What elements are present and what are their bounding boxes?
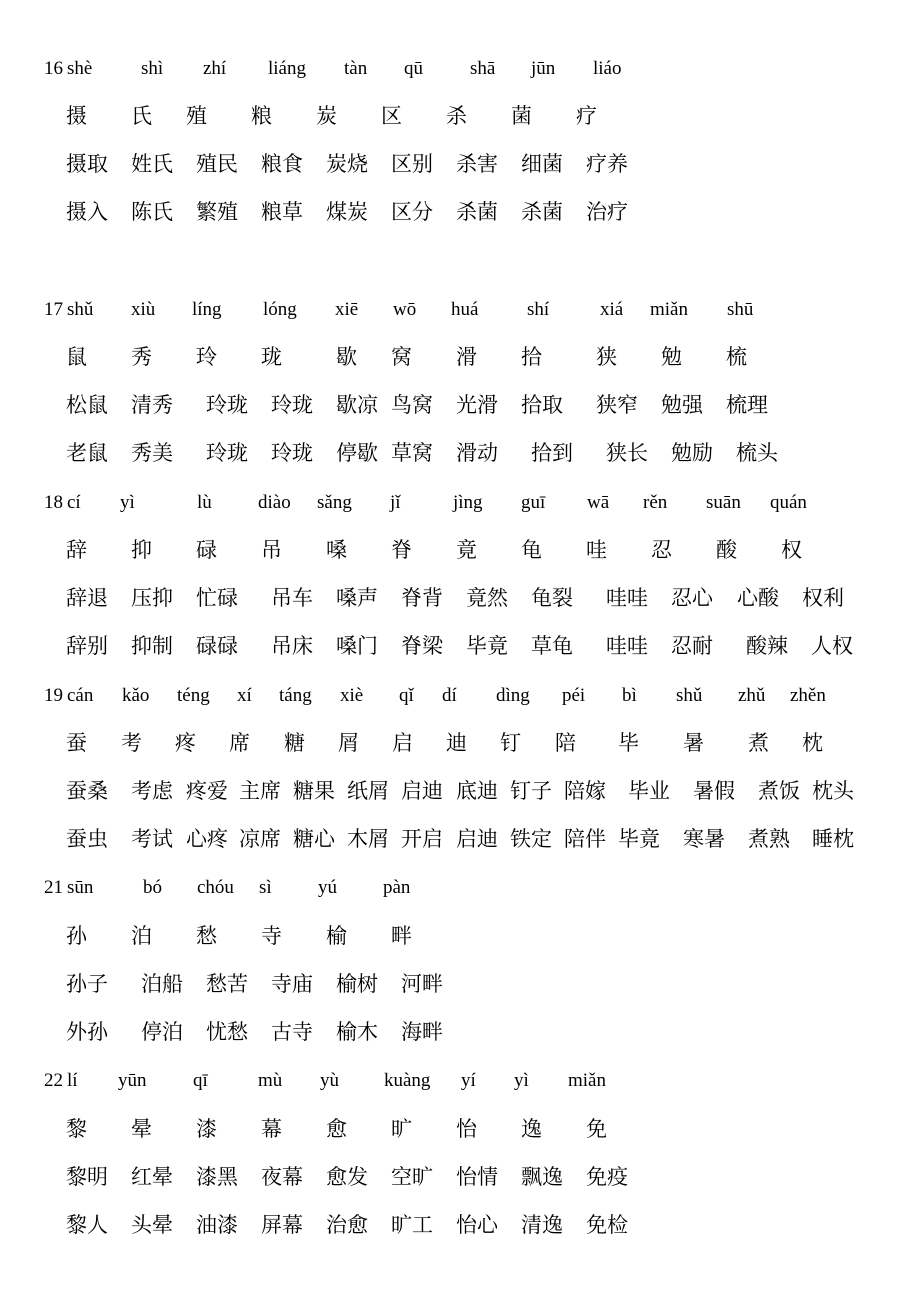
character: 菌 — [511, 104, 532, 128]
pinyin: miǎn — [568, 1070, 606, 1091]
pinyin: guī — [521, 492, 546, 513]
word: 黎人 — [66, 1213, 108, 1237]
word: 哇哇 — [606, 634, 648, 658]
character: 席 — [229, 731, 250, 755]
word: 吊车 — [271, 586, 313, 610]
character: 氏 — [131, 104, 152, 128]
word: 玲珑 — [271, 393, 313, 417]
word: 暑假 — [693, 779, 735, 803]
word: 抑制 — [131, 634, 173, 658]
pinyin: kuàng — [384, 1070, 431, 1091]
pinyin: liáo — [593, 58, 622, 79]
pinyin: táng — [279, 685, 312, 706]
character: 枕 — [802, 731, 823, 755]
word: 飘逸 — [521, 1165, 563, 1189]
character: 区 — [381, 104, 402, 128]
pinyin: chóu — [197, 877, 234, 898]
word: 蚕桑 — [66, 779, 108, 803]
pinyin: quán — [770, 492, 807, 513]
pinyin: yūn — [118, 1070, 147, 1091]
pinyin: sūn — [67, 877, 94, 898]
pinyin: shū — [727, 299, 754, 320]
word: 毕业 — [628, 779, 670, 803]
pinyin: shè — [67, 58, 93, 79]
word: 头晕 — [131, 1213, 173, 1237]
character: 疗 — [576, 104, 597, 128]
pinyin: lù — [197, 492, 212, 513]
pinyin: shā — [470, 58, 496, 79]
word: 红晕 — [131, 1165, 173, 1189]
word: 区别 — [391, 152, 433, 176]
pinyin: qū — [404, 58, 423, 79]
pinyin: rěn — [643, 492, 668, 513]
pinyin: wā — [587, 492, 610, 513]
word: 考虑 — [131, 779, 173, 803]
word: 愈发 — [326, 1165, 368, 1189]
character: 屑 — [338, 731, 359, 755]
character: 抑 — [131, 538, 152, 562]
word: 铁定 — [510, 827, 552, 851]
word: 夜幕 — [261, 1165, 303, 1189]
word: 煮熟 — [748, 827, 790, 851]
word: 疗养 — [586, 152, 628, 176]
word: 拾取 — [521, 393, 563, 417]
pinyin: kǎo — [122, 685, 150, 706]
word: 孙子 — [66, 972, 108, 996]
character: 免 — [586, 1117, 607, 1141]
word: 泊船 — [141, 972, 183, 996]
pinyin: zhěn — [790, 685, 826, 706]
character: 脊 — [391, 538, 412, 562]
character: 窝 — [391, 345, 412, 369]
pinyin: miǎn — [650, 299, 688, 320]
character: 炭 — [316, 104, 337, 128]
pinyin: dí — [442, 685, 457, 706]
pinyin: zhí — [203, 58, 227, 79]
pinyin: shǔ — [67, 299, 94, 320]
pinyin: xiù — [131, 299, 156, 320]
pinyin: shì — [141, 58, 164, 79]
word: 哇哇 — [606, 586, 648, 610]
character: 孙 — [66, 924, 87, 948]
pinyin: wō — [393, 299, 417, 320]
word: 漆黑 — [196, 1165, 238, 1189]
character: 怡 — [456, 1117, 477, 1141]
pinyin: shǔ — [676, 685, 703, 706]
word: 寒暑 — [683, 827, 725, 851]
word: 空旷 — [391, 1165, 433, 1189]
character: 摄 — [66, 104, 87, 128]
word: 开启 — [401, 827, 443, 851]
character: 滑 — [456, 345, 477, 369]
pinyin: cí — [67, 492, 81, 513]
character: 龟 — [521, 538, 542, 562]
word: 勉强 — [661, 393, 703, 417]
word: 免疫 — [586, 1165, 628, 1189]
word: 老鼠 — [66, 441, 108, 465]
character: 竟 — [456, 538, 477, 562]
pinyin: xí — [237, 685, 252, 706]
word: 启迪 — [456, 827, 498, 851]
word: 酸辣 — [746, 634, 788, 658]
pinyin: lóng — [263, 299, 297, 320]
pinyin: qǐ — [399, 685, 414, 706]
character: 榆 — [326, 924, 347, 948]
word: 权利 — [802, 586, 844, 610]
word: 考试 — [131, 827, 173, 851]
section-number: 17 — [44, 299, 63, 320]
pinyin: sì — [259, 877, 272, 898]
pinyin: cán — [67, 685, 94, 706]
word: 油漆 — [196, 1213, 238, 1237]
character: 愈 — [326, 1117, 347, 1141]
pinyin: liáng — [268, 58, 306, 79]
word: 竟然 — [466, 586, 508, 610]
word: 草窝 — [391, 441, 433, 465]
pinyin: péi — [562, 685, 586, 706]
word: 摄入 — [66, 200, 108, 224]
pinyin: bì — [622, 685, 637, 706]
section-number: 18 — [44, 492, 63, 513]
character: 疼 — [175, 731, 196, 755]
character: 珑 — [261, 345, 282, 369]
word: 黎明 — [66, 1165, 108, 1189]
word: 毕竟 — [618, 827, 660, 851]
word: 鸟窝 — [391, 393, 433, 417]
word: 摄取 — [66, 152, 108, 176]
word: 辞别 — [66, 634, 108, 658]
word: 旷工 — [391, 1213, 433, 1237]
word: 疼爱 — [186, 779, 228, 803]
character: 梳 — [726, 345, 747, 369]
word: 外孙 — [66, 1020, 108, 1044]
character: 糖 — [284, 731, 305, 755]
pinyin: xiē — [335, 299, 359, 320]
word: 狭窄 — [596, 393, 638, 417]
character: 杀 — [446, 104, 467, 128]
word: 陈氏 — [131, 200, 173, 224]
word: 杀害 — [456, 152, 498, 176]
word: 粮草 — [261, 200, 303, 224]
word: 清秀 — [131, 393, 173, 417]
word: 炭烧 — [326, 152, 368, 176]
character: 漆 — [196, 1117, 217, 1141]
word: 滑动 — [456, 441, 498, 465]
word: 启迪 — [401, 779, 443, 803]
word: 殖民 — [196, 152, 238, 176]
word: 嗓声 — [336, 586, 378, 610]
word: 歇凉 — [336, 393, 378, 417]
word: 吊床 — [271, 634, 313, 658]
pinyin: jǐ — [390, 492, 401, 513]
character: 狭 — [596, 345, 617, 369]
word: 忧愁 — [206, 1020, 248, 1044]
word: 榆木 — [336, 1020, 378, 1044]
pinyin: zhǔ — [738, 685, 766, 706]
pinyin: yù — [320, 1070, 339, 1091]
word: 压抑 — [131, 586, 173, 610]
pinyin: huá — [451, 299, 479, 320]
word: 陪嫁 — [564, 779, 606, 803]
word: 清逸 — [521, 1213, 563, 1237]
character: 寺 — [261, 924, 282, 948]
word: 狭长 — [606, 441, 648, 465]
word: 光滑 — [456, 393, 498, 417]
pinyin: xiè — [340, 685, 364, 706]
character: 旷 — [391, 1117, 412, 1141]
pinyin: sǎng — [317, 492, 352, 513]
character: 哇 — [586, 538, 607, 562]
word: 忍心 — [671, 586, 713, 610]
word: 煮饭 — [758, 779, 800, 803]
character: 迪 — [446, 731, 467, 755]
word: 心疼 — [186, 827, 228, 851]
character: 晕 — [131, 1117, 152, 1141]
word: 纸屑 — [347, 779, 389, 803]
word: 木屑 — [347, 827, 389, 851]
character: 粮 — [251, 104, 272, 128]
word: 脊梁 — [401, 634, 443, 658]
character: 启 — [392, 731, 413, 755]
word: 愁苦 — [206, 972, 248, 996]
pinyin: yì — [514, 1070, 529, 1091]
character: 酸 — [716, 538, 737, 562]
word: 忍耐 — [671, 634, 713, 658]
word: 玲珑 — [271, 441, 313, 465]
word: 姓氏 — [131, 152, 173, 176]
character: 拾 — [521, 345, 542, 369]
word: 梳理 — [726, 393, 768, 417]
pinyin: diào — [258, 492, 291, 513]
word: 心酸 — [737, 586, 779, 610]
pinyin: suān — [706, 492, 741, 513]
section-number: 22 — [44, 1070, 63, 1091]
word: 停歇 — [336, 441, 378, 465]
character: 毕 — [618, 731, 639, 755]
pinyin: jūn — [531, 58, 556, 79]
word: 细菌 — [521, 152, 563, 176]
word: 底迪 — [456, 779, 498, 803]
word: 松鼠 — [66, 393, 108, 417]
pinyin: yú — [318, 877, 337, 898]
word: 屏幕 — [261, 1213, 303, 1237]
word: 怡心 — [456, 1213, 498, 1237]
word: 糖心 — [293, 827, 335, 851]
character: 畔 — [391, 924, 412, 948]
word: 粮食 — [261, 152, 303, 176]
pinyin: mù — [258, 1070, 283, 1091]
word: 杀菌 — [456, 200, 498, 224]
character: 考 — [121, 731, 142, 755]
word: 拾到 — [531, 441, 573, 465]
word: 玲珑 — [206, 441, 248, 465]
character: 殖 — [186, 104, 207, 128]
word: 脊背 — [401, 586, 443, 610]
pinyin: líng — [192, 299, 222, 320]
character: 勉 — [661, 345, 682, 369]
word: 杀菌 — [521, 200, 563, 224]
word: 玲珑 — [206, 393, 248, 417]
word: 繁殖 — [196, 200, 238, 224]
word: 主席 — [239, 779, 281, 803]
pinyin: xiá — [600, 299, 624, 320]
pinyin: shí — [527, 299, 550, 320]
word: 古寺 — [271, 1020, 313, 1044]
word: 梳头 — [736, 441, 778, 465]
character: 愁 — [196, 924, 217, 948]
character: 碌 — [196, 538, 217, 562]
pinyin: lí — [67, 1070, 78, 1091]
character: 玲 — [196, 345, 217, 369]
character: 辞 — [66, 538, 87, 562]
word: 河畔 — [401, 972, 443, 996]
character: 忍 — [651, 538, 672, 562]
pinyin: jìng — [453, 492, 483, 513]
character: 陪 — [555, 731, 576, 755]
word: 辞退 — [66, 586, 108, 610]
character: 逸 — [521, 1117, 542, 1141]
word: 糖果 — [293, 779, 335, 803]
word: 海畔 — [401, 1020, 443, 1044]
word: 免检 — [586, 1213, 628, 1237]
character: 吊 — [261, 538, 282, 562]
word: 勉励 — [671, 441, 713, 465]
section-number: 19 — [44, 685, 63, 706]
character: 秀 — [131, 345, 152, 369]
pinyin: pàn — [383, 877, 411, 898]
character: 权 — [781, 538, 802, 562]
character: 钉 — [500, 731, 521, 755]
character: 嗓 — [326, 538, 347, 562]
section-number: 21 — [44, 877, 63, 898]
character: 蚕 — [66, 731, 87, 755]
pinyin: bó — [143, 877, 162, 898]
word: 忙碌 — [196, 586, 238, 610]
character: 鼠 — [66, 345, 87, 369]
section-number: 16 — [44, 58, 63, 79]
word: 龟裂 — [531, 586, 573, 610]
word: 怡情 — [456, 1165, 498, 1189]
word: 嗓门 — [336, 634, 378, 658]
word: 区分 — [391, 200, 433, 224]
word: 草龟 — [531, 634, 573, 658]
character: 幕 — [261, 1117, 282, 1141]
character: 黎 — [66, 1117, 87, 1141]
word: 毕竟 — [466, 634, 508, 658]
pinyin: téng — [177, 685, 210, 706]
word: 陪伴 — [564, 827, 606, 851]
word: 枕头 — [812, 779, 854, 803]
word: 碌碌 — [196, 634, 238, 658]
word: 睡枕 — [812, 827, 854, 851]
pinyin: yì — [120, 492, 135, 513]
pinyin: yí — [461, 1070, 476, 1091]
word: 人权 — [811, 634, 853, 658]
pinyin: tàn — [344, 58, 368, 79]
pinyin: qī — [193, 1070, 208, 1091]
character: 煮 — [748, 731, 769, 755]
word: 榆树 — [336, 972, 378, 996]
character: 暑 — [683, 731, 704, 755]
word: 停泊 — [141, 1020, 183, 1044]
word: 秀美 — [131, 441, 173, 465]
word: 蚕虫 — [66, 827, 108, 851]
character: 泊 — [131, 924, 152, 948]
word: 治疗 — [586, 200, 628, 224]
word: 寺庙 — [271, 972, 313, 996]
word: 治愈 — [326, 1213, 368, 1237]
word: 钉子 — [510, 779, 552, 803]
character: 歇 — [336, 345, 357, 369]
word: 凉席 — [239, 827, 281, 851]
word: 煤炭 — [326, 200, 368, 224]
pinyin: dìng — [496, 685, 530, 706]
